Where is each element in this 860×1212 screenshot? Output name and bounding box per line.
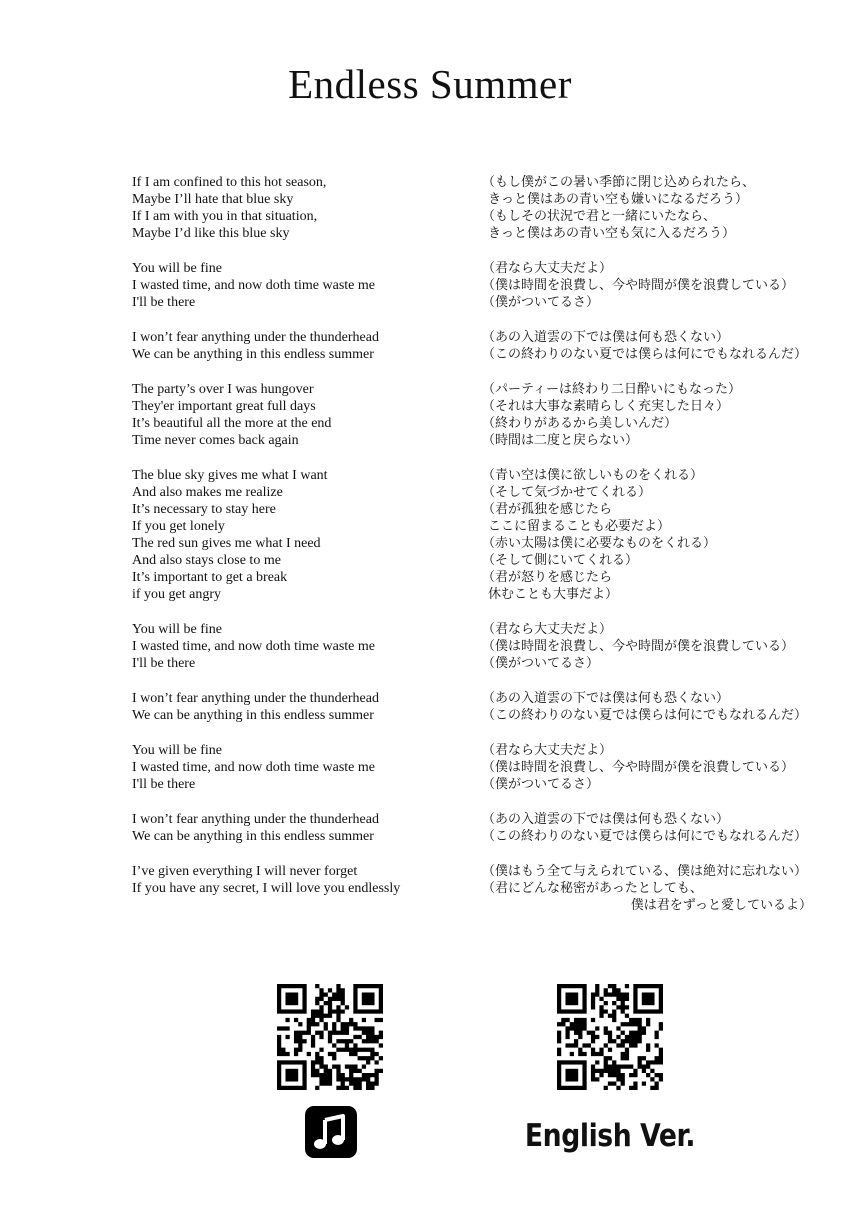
lyric-line <box>0 690 860 707</box>
japanese-lyric: （僕がついてるさ） <box>482 656 600 671</box>
english-lyric: I wasted time, and now doth time waste me <box>132 639 375 654</box>
english-lyric: I'll be there <box>132 777 196 792</box>
lyric-line <box>0 707 860 724</box>
japanese-lyric: （あの入道雲の下では僕は何も恐くない） <box>482 330 730 345</box>
lyric-line <box>0 569 860 586</box>
japanese-lyric: （君なら大丈夫だよ） <box>482 743 613 758</box>
music-note-icon <box>305 1106 357 1158</box>
english-lyric: I won’t fear anything under the thunderhead <box>132 330 379 345</box>
japanese-lyric: （終わりがあるから美しいんだ） <box>482 416 678 431</box>
japanese-lyric: （もし僕がこの暑い季節に閉じ込められたら、 <box>482 175 756 190</box>
lyric-line <box>0 294 860 311</box>
stanza <box>0 260 860 311</box>
japanese-lyric: （僕がついてるさ） <box>482 777 600 792</box>
english-lyric: We can be anything in this endless summer <box>132 347 374 362</box>
english-lyric: The blue sky gives me what I want <box>132 468 328 483</box>
lyric-line <box>0 880 860 897</box>
lyric-line <box>0 381 860 398</box>
english-lyric: I won’t fear anything under the thunderhead <box>132 691 379 706</box>
lyric-line <box>0 174 860 191</box>
english-lyric: The party’s over I was hungover <box>132 382 314 397</box>
stanza <box>0 381 860 449</box>
english-lyric: I’ve given everything I will never forget <box>132 864 358 879</box>
english-lyric: It’s important to get a break <box>132 570 288 585</box>
lyric-line <box>0 467 860 484</box>
japanese-lyric: （この終わりのない夏では僕らは何にでもなれるんだ） <box>482 347 808 362</box>
japanese-lyric: （そして気づかせてくれる） <box>482 485 652 500</box>
english-lyric: If I am confined to this hot season, <box>132 175 327 190</box>
japanese-lyric: （それは大事な素晴らしく充実した日々） <box>482 399 730 414</box>
english-lyric: Maybe I’ll hate that blue sky <box>132 192 294 207</box>
stanza <box>0 863 860 914</box>
japanese-lyric: （青い空は僕に欲しいものをくれる） <box>482 468 704 483</box>
lyric-line <box>0 863 860 880</box>
japanese-lyric: （もしその状況で君と一緒にいたなら、 <box>482 209 717 224</box>
japanese-lyric: （そして側にいてくれる） <box>482 553 639 568</box>
lyric-line <box>0 398 860 415</box>
lyric-line <box>0 811 860 828</box>
japanese-lyric: 僕は君をずっと愛しているよ） <box>630 898 812 913</box>
english-lyric: I wasted time, and now doth time waste me <box>132 760 375 775</box>
qr-code-pattern <box>277 984 383 1090</box>
english-lyric: If you have any secret, I will love you endlessly <box>132 881 401 896</box>
japanese-lyric: （僕はもう全て与えられている、僕は絶対に忘れない） <box>482 864 808 879</box>
japanese-lyric: （僕は時間を浪費し、今や時間が僕を浪費している） <box>482 639 795 654</box>
lyric-line <box>0 346 860 363</box>
japanese-lyric: （この終わりのない夏では僕らは何にでもなれるんだ） <box>482 708 808 723</box>
lyric-line <box>0 415 860 432</box>
english-lyric: I won’t fear anything under the thunderhead <box>132 812 379 827</box>
lyric-line <box>0 828 860 845</box>
lyric-line <box>0 621 860 638</box>
english-lyric: I wasted time, and now doth time waste me <box>132 278 375 293</box>
lyric-line <box>0 277 860 294</box>
english-lyric: Maybe I’d like this blue sky <box>132 226 290 241</box>
lyric-line <box>0 535 860 552</box>
lyric-line <box>0 501 860 518</box>
lyric-line <box>0 518 860 535</box>
lyric-line <box>0 208 860 225</box>
lyrics-body <box>0 174 860 932</box>
english-lyric: You will be fine <box>132 622 222 637</box>
qr-code-music[interactable] <box>277 984 383 1090</box>
lyric-line <box>0 432 860 449</box>
japanese-lyric: （赤い太陽は僕に必要なものをくれる） <box>482 536 717 551</box>
english-lyric: I'll be there <box>132 656 196 671</box>
lyric-line <box>0 225 860 242</box>
japanese-lyric: （この終わりのない夏では僕らは何にでもなれるんだ） <box>482 829 808 844</box>
lyric-line <box>0 655 860 672</box>
lyric-line <box>0 260 860 277</box>
english-lyric: They'er important great full days <box>132 399 316 414</box>
stanza <box>0 467 860 603</box>
lyric-line <box>0 552 860 569</box>
lyric-line <box>0 638 860 655</box>
japanese-lyric: （あの入道雲の下では僕は何も恐くない） <box>482 691 730 706</box>
japanese-lyric: きっと僕はあの青い空も嫌いになるだろう） <box>488 192 749 207</box>
english-lyric: It’s beautiful all the more at the end <box>132 416 332 431</box>
japanese-lyric: （君なら大丈夫だよ） <box>482 261 613 276</box>
japanese-lyric: （あの入道雲の下では僕は何も恐くない） <box>482 812 730 827</box>
lyric-line <box>0 586 860 603</box>
japanese-lyric: （君が怒りを感じたら <box>482 570 613 585</box>
japanese-lyric: 休むことも大事だよ） <box>488 587 619 602</box>
english-lyric: The red sun gives me what I need <box>132 536 321 551</box>
lyric-line <box>0 759 860 776</box>
english-lyric: Time never comes back again <box>132 433 299 448</box>
japanese-lyric: （僕は時間を浪費し、今や時間が僕を浪費している） <box>482 278 795 293</box>
stanza <box>0 811 860 845</box>
lyric-line <box>0 776 860 793</box>
lyric-line <box>0 191 860 208</box>
stanza <box>0 621 860 672</box>
english-lyric: You will be fine <box>132 743 222 758</box>
japanese-lyric: （君なら大丈夫だよ） <box>482 622 613 637</box>
english-lyric: I'll be there <box>132 295 196 310</box>
japanese-lyric: きっと僕はあの青い空も気に入るだろう） <box>488 226 736 241</box>
english-lyric: And also stays close to me <box>132 553 281 568</box>
japanese-lyric: （君にどんな秘密があったとしても、 <box>482 881 703 896</box>
stanza <box>0 174 860 242</box>
english-lyric: If I am with you in that situation, <box>132 209 318 224</box>
english-lyric: if you get angry <box>132 587 222 602</box>
english-lyric: We can be anything in this endless summer <box>132 829 374 844</box>
qr-code-english-version[interactable] <box>557 984 663 1090</box>
japanese-lyric: （僕がついてるさ） <box>482 295 600 310</box>
song-title: Endless Summer <box>288 61 572 107</box>
lyric-line <box>0 742 860 759</box>
stanza <box>0 742 860 793</box>
english-lyric: And also makes me realize <box>132 485 283 500</box>
qr-code-pattern <box>557 984 663 1090</box>
japanese-lyric: （僕は時間を浪費し、今や時間が僕を浪費している） <box>482 760 795 775</box>
english-lyric: We can be anything in this endless summer <box>132 708 374 723</box>
english-version-label: English Ver. <box>524 1118 696 1154</box>
stanza <box>0 690 860 724</box>
english-lyric: If you get lonely <box>132 519 225 534</box>
lyric-line <box>0 329 860 346</box>
stanza <box>0 329 860 363</box>
japanese-lyric: （時間は二度と戻らない） <box>482 433 639 448</box>
japanese-lyric: ここに留まることも必要だよ） <box>488 519 671 534</box>
japanese-lyric: （パーティーは終わり二日酔いにもなった） <box>482 382 741 397</box>
lyric-line <box>0 484 860 501</box>
english-lyric: You will be fine <box>132 261 222 276</box>
english-lyric: It’s necessary to stay here <box>132 502 276 517</box>
lyric-line <box>0 897 860 914</box>
japanese-lyric: （君が孤独を感じたら <box>482 502 613 517</box>
